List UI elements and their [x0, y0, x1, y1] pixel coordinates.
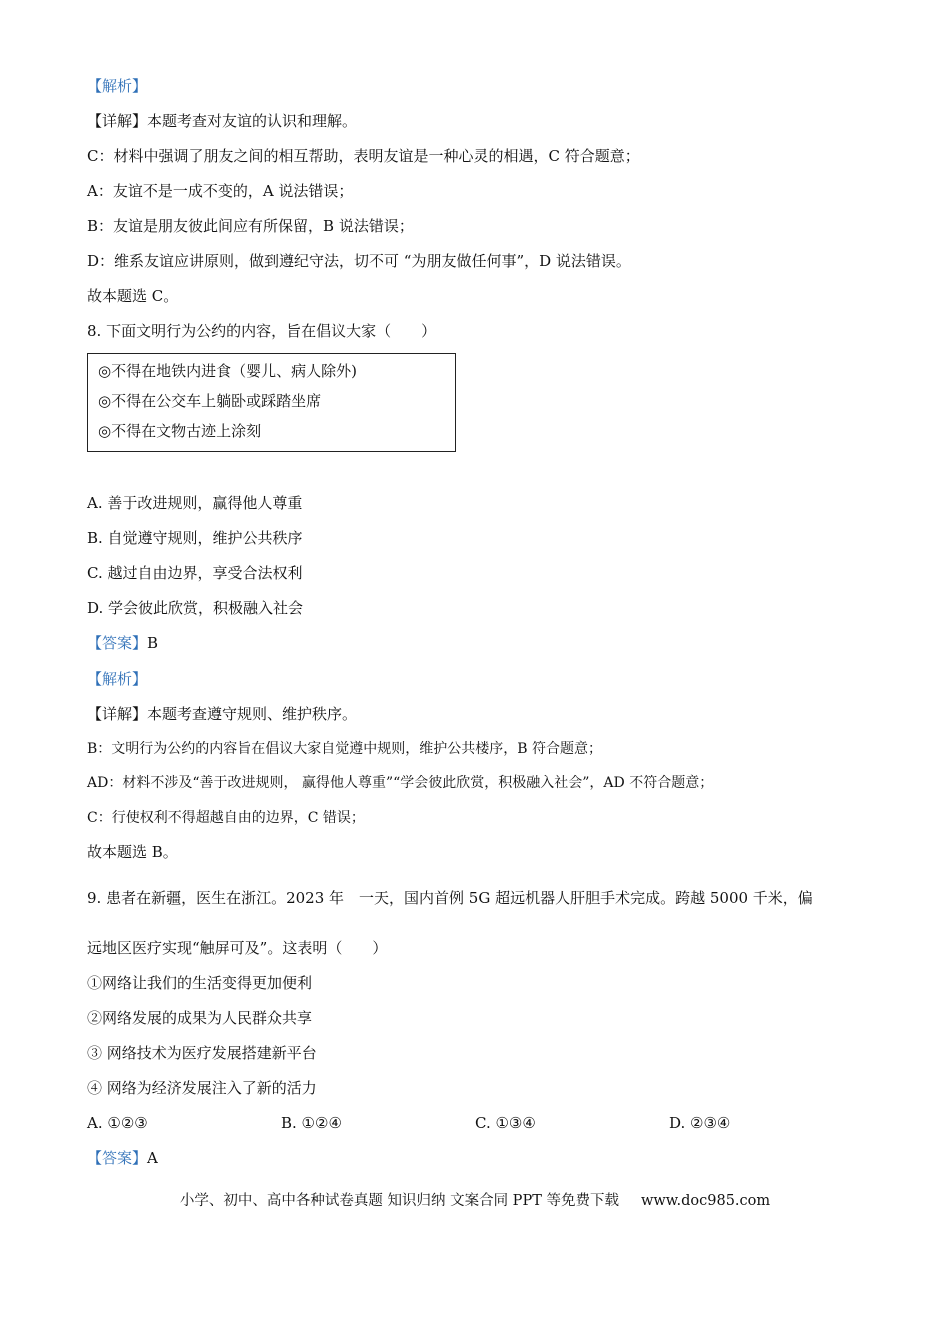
analysis-tag: 【解析】 — [87, 77, 148, 95]
analysis-line: D：维系友谊应讲原则，做到遵纪守法，切不可 “为朋友做任何事”，D 说法错误。 — [87, 252, 631, 270]
answer-line — [87, 633, 158, 653]
analysis-line: A：友谊不是一成不变的，A 说法错误； — [87, 182, 354, 200]
convention-item: ◎不得在文物古迹上涂刻 — [98, 422, 262, 440]
option-a: A. 善于改进规则，赢得他人尊重 — [87, 494, 303, 512]
question-9-stem-1: 9. 患者在新疆，医生在浙江。2023 年 一天，国内首例 5G 超远机器人肝胆手术完成。跨越 5000 千米，偏 — [87, 889, 813, 907]
footer-text: 小学、初中、高中各种试卷真题 知识归纳 文案合同 PPT 等免费下载 — [179, 1193, 619, 1209]
detail-text: 本题考查对友谊的认识和理解。 — [147, 112, 358, 130]
option-b: B. ①②④ — [281, 1114, 342, 1132]
conclusion-line: 故本题选 C。 — [87, 287, 179, 305]
analysis-line: B：友谊是朋友彼此间应有所保留，B 说法错误； — [87, 217, 414, 235]
convention-box — [87, 353, 456, 452]
question-9-stem-2: 远地区医疗实现“触屏可及”。这表明（ ） — [87, 939, 388, 957]
option-d: D. ②③④ — [669, 1114, 731, 1132]
statement-item: ④ 网络为经济发展注入了新的活力 — [87, 1079, 317, 1097]
detail-text: 本题考查遵守规则、维护秩序。 — [147, 705, 358, 723]
answer-value: A — [147, 1149, 158, 1167]
option-c: C. ①③④ — [475, 1114, 536, 1132]
detail-tag: 【详解】 — [87, 112, 148, 130]
statement-item: ②网络发展的成果为人民群众共享 — [87, 1009, 313, 1027]
footer-url[interactable]: www.doc985.com — [640, 1193, 771, 1209]
question-8-stem: 8. 下面文明行为公约的内容，旨在倡议大家（ ） — [87, 322, 437, 340]
option-c: C. 越过自由边界，享受合法权利 — [87, 564, 303, 582]
answer-tag: 【答案】 — [87, 634, 148, 652]
analysis-line: B：文明行为公约的内容旨在倡议大家自觉遵中规则，维护公共楼序，B 符合题意； — [87, 741, 603, 757]
analysis-line: C：材料中强调了朋友之间的相互帮助，表明友谊是一种心灵的相遇，C 符合题意； — [87, 147, 640, 165]
detail-tag: 【详解】 — [87, 705, 148, 723]
analysis-line: C：行使权利不得超越自由的边界，C 错误； — [87, 810, 365, 826]
conclusion-line: 故本题选 B。 — [87, 843, 178, 861]
answer-tag: 【答案】 — [87, 1149, 148, 1167]
option-d: D. 学会彼此欣赏，积极融入社会 — [87, 599, 304, 617]
convention-item: ◎不得在地铁内进食（婴儿、病人除外) — [98, 362, 357, 380]
detail-line — [87, 704, 357, 724]
analysis-tag: 【解析】 — [87, 670, 148, 688]
option-b: B. 自觉遵守规则，维护公共秩序 — [87, 529, 303, 547]
option-a: A. ①②③ — [87, 1114, 148, 1132]
convention-item: ◎不得在公交车上躺卧或踩踏坐席 — [98, 392, 322, 410]
answer-value: B — [147, 634, 159, 652]
analysis-line: AD：材料不涉及“善于改进规则， 赢得他人尊重”“学会彼此欣赏，积极融入社会”，AD 不符合题意； — [87, 775, 714, 791]
statement-item: ①网络让我们的生活变得更加便利 — [87, 974, 313, 992]
answer-line — [87, 1148, 158, 1168]
page-footer — [0, 1191, 950, 1211]
detail-line — [87, 111, 357, 131]
statement-item: ③ 网络技术为医疗发展搭建新平台 — [87, 1044, 317, 1062]
